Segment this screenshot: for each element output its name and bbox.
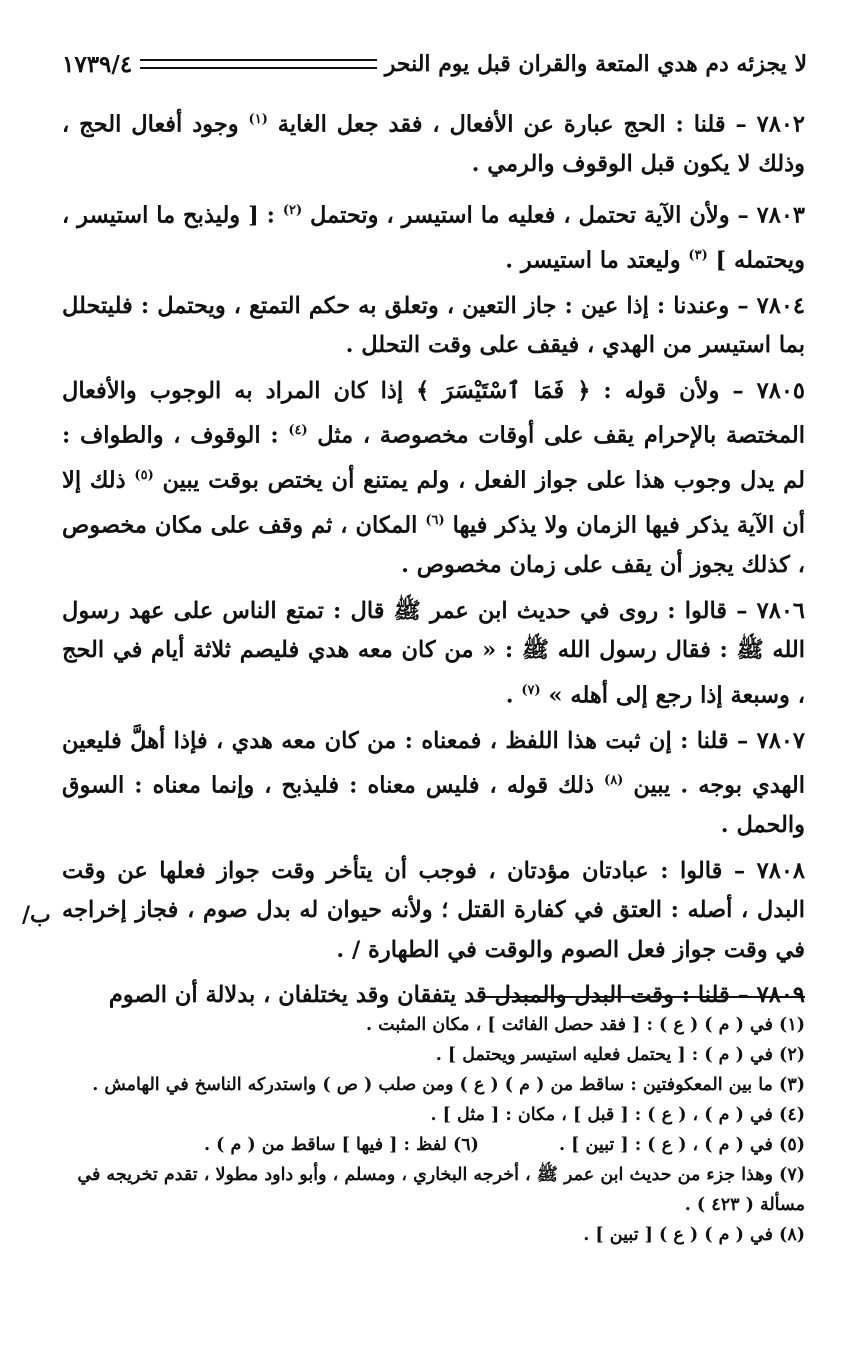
footnote-8: (٨) في ( م ) ( ع ) [ تبين ] . [583,1225,805,1245]
footnote-ref: (٧) [521,682,541,698]
paragraph-7804: ٧٨٠٤ – وعندنا : إذا عين : جاز التعين ، وتعلق به حكم التمتع ، ويحتمل : فليتحلل بما استيسر من الهدي ، فيقف على وقت التحلل . [62,292,805,358]
footnote-6: (٦) لفظ : [ فيها ] ساقط من ( م ) . [203,1135,479,1155]
page-header [62,44,807,84]
header-rule [140,59,377,69]
paragraph-7803: ٧٨٠٣ – ولأن الآية تحتمل ، فعليه ما استيسر ، وتحتمل $^{(٢)}$ : [ وليذبح ما استيسر ، ويحتمله ] $^{(٣)}$ وليعتد ما استيسر . [62,202,805,273]
paragraph-number: ٧٨٠٦ [756,597,805,624]
footnote-ref: (٥) [134,468,154,483]
footnote-3: (٣) ما بين المعكوفتين : ساقط من ( م ) ( ع ) ومن صلب ( ص ) واستدركه الناسخ في الهامش . [92,1075,805,1095]
footnote-ref: (٢) [282,202,303,218]
footnote-ref: (٤) [288,423,308,438]
footnote-4: (٤) في ( م ) ، ( ع ) : [ قبل ] ، مكان : [ مثل ] . [430,1105,805,1125]
footnote-1: (١) في ( م ) ( ع ) : [ فقد حصل الفائت ] ، مكان المثبت . [365,1015,805,1035]
footnote-ref: (٦) [425,513,445,528]
paragraph-7808: ٧٨٠٨ – قالوا : عبادتان مؤدتان ، فوجب أن يتأخر وقت جواز فعلها عن وقت البدل ، أصله : العتق في كفارة القتل ؛ ولأنه حيوان له بدل صوم ، فجاز إخراجه في وقت جواز فعل الصوم والوقت في الطهارة / . [62,857,806,963]
footnote-5: (٥) في ( م ) ، ( ع ) : [ تبين ] . [558,1135,805,1155]
paragraph-text: قالوا : روى في حديث ابن عمر ﷺ قال : تمتع الناس على عهد رسول الله ﷺ : فقال رسول الله ﷺ : « من كان معه هدي فليصم ثلاثة أيام في الحج ، وسبعة إذا رجع إلى أهله » [62,597,805,708]
paragraph-number: ٧٨٠٣ [756,202,805,228]
paragraph-text: وعندنا : إذا عين : جاز التعين ، وتعلق به حكم التمتع ، ويحتمل : فليتحلل بما استيسر من الهدي ، فيقف على وقت التحلل . [62,292,805,358]
paragraph-text: . [505,682,522,708]
paragraph-number: ٧٨٠٤ [756,292,805,319]
paragraph-number: ٧٨٠٨ [756,857,806,884]
footnote-ref: (٨) [604,773,624,788]
paragraph-number: ٧٨٠٥ [756,377,805,404]
footnote-row-5-6 [62,1130,805,1160]
main-text [62,100,805,1022]
paragraph-7806: ٧٨٠٦ – قالوا : روى في حديث ابن عمر ﷺ قال : تمتع الناس على عهد رسول الله ﷺ : فقال رسول الله ﷺ : « من كان معه هدي فليصم ثلاثة أيام في الحج ، وسبعة إذا رجع إلى أهله » $^{(٧)}$ . [62,597,805,708]
footnote-ref: (٣) [688,247,708,263]
footnotes [62,1010,805,1250]
paragraph-text: : [ وليذبح ما استيسر ، ويحتمله ] [62,202,805,273]
paragraph-7807: ٧٨٠٧ – قلنا : إن ثبت هذا اللفظ ، فمعناه : من كان معه هدي ، فإذا أهلَّ فليعين الهدي بوجه . يبين $^{(٨)}$ ذلك قوله ، فليس معناه : فليذبح ، وإنما معناه : السوق والحمل . [62,727,805,838]
manuscript-folio-marker: /ب [22,902,51,928]
running-head: لا يجزئه دم هدي المتعة والقران قبل يوم النحر [384,51,807,77]
paragraph-text: : الوقوف ، والطواف : لم يدل وجوب هذا على جواز الفعل ، ولم يمتنع أن يختص بوقت يبين [62,422,805,494]
paragraph-text: قالوا : عبادتان مؤدتان ، فوجب أن يتأخر وقت جواز فعلها عن وقت البدل ، أصله : العتق في كفارة القتل ؛ ولأنه حيوان له بدل صوم ، فجاز إخراجه في وقت جواز فعل الصوم والوقت في الطهارة / . [62,857,805,963]
paragraph-text: ذلك إلا أن الآية يذكر فيها الزمان ولا يذكر فيها [62,467,805,539]
paragraph-number: ٧٨٠٩ [756,982,805,1008]
paragraph-text: قلنا : إن ثبت هذا اللفظ ، فمعناه : من كان معه هدي ، فإذا أهلَّ فليعين الهدي بوجه . يبين [62,727,805,799]
paragraph-7805: ٧٨٠٥ – ولأن قوله : ﴿ فَمَا ٱسْتَيْسَرَ ﴾ إذا كان المراد به الوجوب والأفعال المختصة بالإحرام يقف على أوقات مخصوصة ، مثل $^{(٤)}$ : الوقوف ، والطواف : لم يدل وجوب هذا على جواز الفعل ، ولم يمتنع أن يختص بوقت يبين $^{(٥)}$ ذلك إلا أن الآية يذكر فيها الزمان ولا يذكر فيها $^{(٦)}$ المكان ، ثم وقف على مكان مخصوص ، كذلك يجوز أن يقف على زمان مخصوص . [62,377,805,578]
paragraph-number: ٧٨٠٢ [756,111,805,138]
paragraph-text: وجود أفعال الحج ، وذلك لا يكون قبل الوقوف والرمي . [62,111,805,177]
paragraph-number: ٧٨٠٧ [756,727,805,754]
paragraph-text: ذلك قوله ، فليس معناه : فليذبح ، وإنما معناه : السوق والحمل . [62,772,805,838]
footnote-7: (٧) وهذا جزء من حديث ابن عمر ﷺ ، أخرجه البخاري ، ومسلم ، وأبو داود مطولا ، تقدم تخريجه في مسألة ( ٤٢٣ ) . [77,1165,805,1215]
paragraph-7809: ٧٨٠٩ – قلنا : وقت البدل والمبدل قد يتفقان وقد يختلفان ، بدلالة أن الصوم [108,982,805,1008]
paragraph-7802: ٧٨٠٢ – قلنا : الحج عبارة عن الأفعال ، فقد جعل الغاية $^{(١)}$ وجود أفعال الحج ، وذلك لا يكون قبل الوقوف والرمي . [62,111,805,177]
footnote-separator [479,996,805,998]
paragraph-text: قلنا : الحج عبارة عن الأفعال ، فقد جعل الغاية [267,111,726,138]
paragraph-text: ولأن الآية تحتمل ، فعليه ما استيسر ، وتحتمل [302,202,730,228]
page-number: ١٧٣٩/٤ [62,50,133,78]
paragraph-text: وليعتد ما استيسر . [505,247,689,273]
footnote-2: (٢) في ( م ) : [ يحتمل فعليه استيسر ويحتمل ] . [435,1045,805,1065]
paragraph-text: قلنا : وقت البدل والمبدل قد يتفقان وقد يختلفان ، بدلالة أن الصوم [108,982,730,1008]
paragraph-text: المكان ، ثم وقف على مكان مخصوص ، كذلك يجوز أن يقف على زمان مخصوص . [62,512,805,578]
footnote-ref: (١) [248,112,268,127]
paragraph-text: ولأن قوله : ﴿ فَمَا ٱسْتَيْسَرَ ﴾ إذا كان المراد به الوجوب والأفعال المختصة بالإحرام يقف على أوقات مخصوصة ، مثل [62,377,805,449]
